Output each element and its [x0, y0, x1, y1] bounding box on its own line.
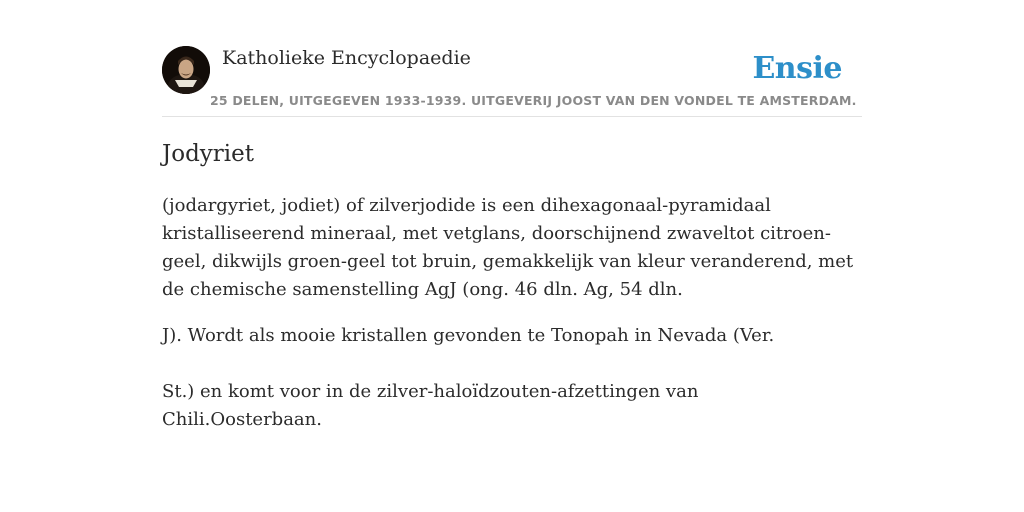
article-paragraph-2: J). Wordt als mooie kristallen gevonden te Tonopah in Nevada (Ver.	[162, 325, 775, 346]
publication-subtitle: 25 DELEN, UITGEGEVEN 1933-1939. UITGEVERIJ JOOST VAN DEN VONDEL TE AMSTERDAM.	[210, 93, 857, 108]
article-title: Jodyriet	[162, 141, 254, 167]
article	[162, 138, 862, 434]
portrait-avatar-icon[interactable]	[162, 46, 210, 94]
article-paragraph-3: St.) en komt voor in de zilver-haloïdzouten-afzettingen van Chili.Oosterbaan.	[162, 381, 699, 430]
encyclopedia-name[interactable]: Katholieke Encyclopaedie	[222, 47, 471, 69]
article-paragraph-1: (jodargyriet, jodiet) of zilverjodide is een dihexagonaal-pyramidaal kristalliseerend mineraal, met vetglans, doorschijnend zwaveltot citroen-geel, dikwijls groen-geel tot bruin, gemakkelijk van kleur veranderend, met de chemische samenstelling AgJ (ong. 46 dln. Ag, 54 dln.	[162, 195, 854, 300]
ensie-logo-link[interactable]: Ensie	[752, 51, 842, 86]
site-header	[162, 44, 862, 117]
